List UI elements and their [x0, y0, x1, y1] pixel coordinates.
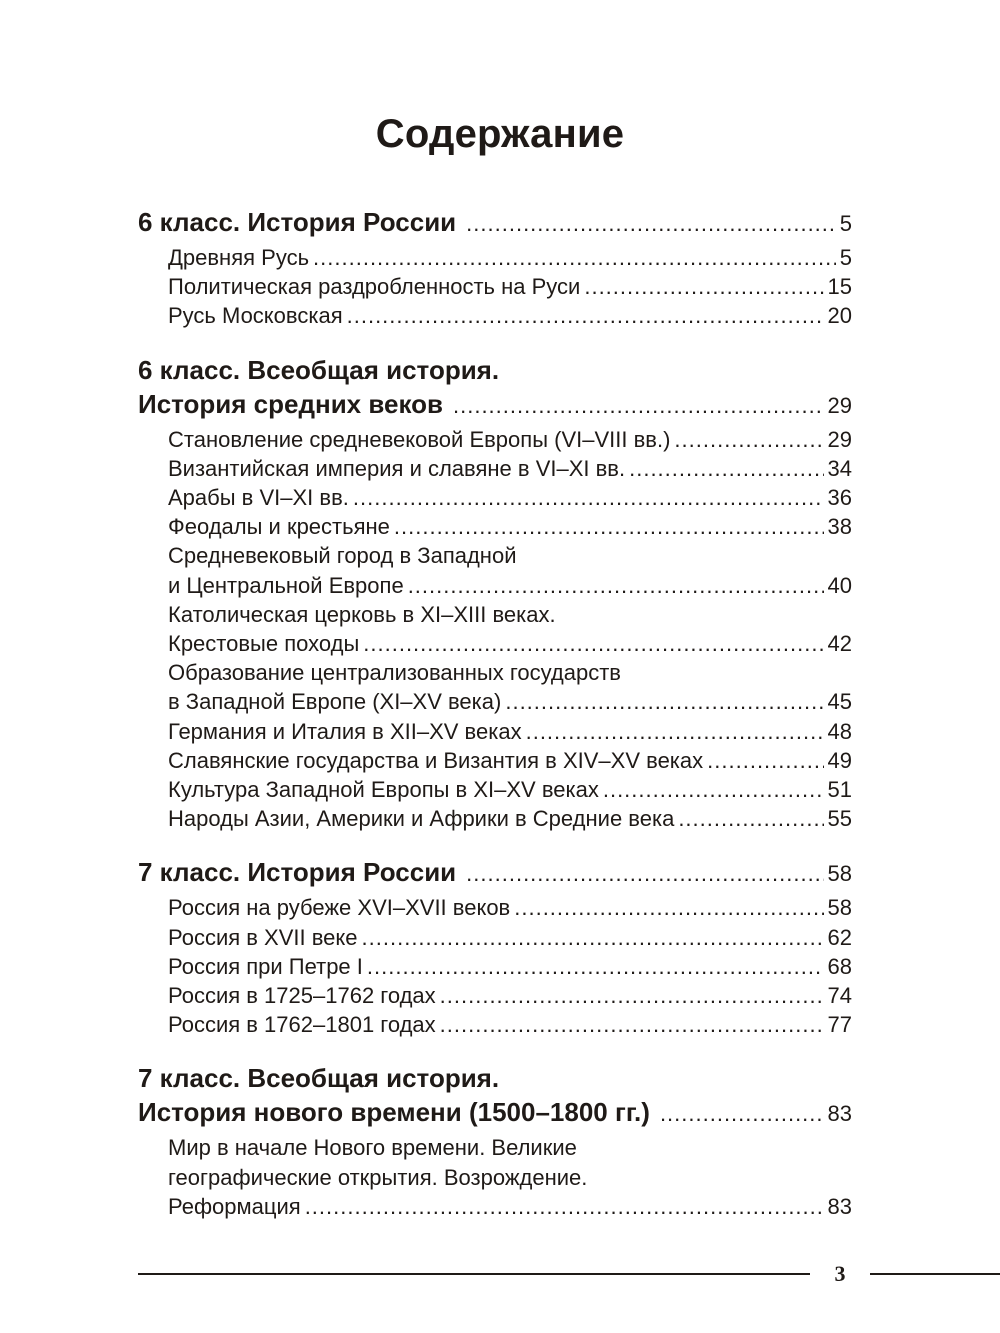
page-ref: 45 [827, 689, 852, 715]
footer-rule-left [138, 1273, 810, 1275]
toc-entry-title: Германия и Италия в XII–XV веках [168, 718, 522, 744]
dot-leader [408, 571, 824, 600]
toc-entry-title: Крестовые походы [168, 631, 360, 657]
dot-leader [347, 301, 824, 330]
dot-leader [440, 1010, 824, 1039]
dot-leader [362, 923, 824, 952]
toc-entry [168, 952, 852, 981]
page-ref: 38 [827, 514, 852, 540]
toc-entry-title: Реформация [168, 1193, 301, 1219]
toc-entry [168, 454, 852, 483]
table-of-contents [138, 205, 852, 1243]
dot-leader [526, 717, 824, 746]
section-heading-line: 7 класс. Всеобщая история. [138, 1063, 500, 1094]
page-ref: 83 [827, 1101, 852, 1127]
toc-entries [138, 425, 852, 834]
page-ref: 40 [827, 572, 852, 598]
page-ref: 58 [827, 895, 852, 921]
toc-entry [168, 571, 852, 600]
toc-entry [168, 483, 852, 512]
toc-entry-title: Арабы в VI–XI вв. [168, 485, 349, 511]
toc-section [138, 1061, 852, 1221]
page-ref: 77 [827, 1012, 852, 1038]
dot-leader [440, 981, 824, 1010]
toc-entry [168, 775, 852, 804]
section-heading [138, 855, 852, 891]
section-heading-title: История средних веков [138, 388, 443, 419]
toc-entries [138, 243, 852, 331]
page-ref: 29 [827, 392, 852, 418]
toc-entries [138, 1133, 852, 1221]
toc-entry [168, 512, 852, 541]
toc-entry-title: и Центральной Европе [168, 572, 404, 598]
section-heading-title: 7 класс. История России [138, 857, 457, 888]
toc-entry [168, 687, 852, 716]
toc-entry-line: Образование централизованных государств [168, 660, 621, 686]
toc-section [138, 205, 852, 331]
page-ref: 5 [839, 245, 852, 270]
section-heading-title: История нового времени (1500–1800 гг.) [138, 1097, 650, 1128]
dot-leader [353, 483, 824, 512]
dot-leader [660, 1097, 824, 1131]
section-heading-title: 6 класс. История России [138, 207, 457, 237]
page-ref: 51 [827, 777, 852, 803]
dot-leader [363, 629, 823, 658]
section-heading [138, 1095, 852, 1131]
toc-entry [168, 629, 852, 658]
toc-entry [168, 1010, 852, 1039]
dot-leader [707, 746, 823, 775]
dot-leader [367, 952, 824, 981]
dot-leader [603, 775, 824, 804]
toc-entry-title: Россия на рубеже XVI–XVII веков [168, 895, 511, 921]
toc-entry-title: Россия в 1725–1762 годах [168, 983, 436, 1009]
toc-entry [168, 717, 852, 746]
page-ref: 36 [827, 485, 852, 511]
toc-entry-title: Русь Московская [168, 303, 343, 329]
toc-entry-title: Древняя Русь [168, 245, 310, 270]
toc-entry-line: географические открытия. Возрождение. [168, 1164, 588, 1190]
page-footer [138, 1261, 1000, 1286]
section-heading [138, 205, 852, 241]
toc-entry [168, 746, 852, 775]
page-title: Содержание [375, 112, 625, 156]
dot-leader [505, 687, 823, 716]
dot-leader [453, 389, 824, 423]
page-ref: 83 [827, 1193, 852, 1219]
toc-entry [168, 425, 852, 454]
dot-leader [674, 425, 823, 454]
toc-entry-title: в Западной Европе (XI–XV века) [168, 689, 502, 715]
dot-leader [313, 243, 836, 272]
dot-leader [584, 272, 823, 301]
section-heading [138, 387, 852, 423]
dot-leader [514, 893, 823, 922]
page-ref: 58 [827, 861, 852, 887]
page-ref: 74 [827, 983, 852, 1009]
page-ref: 68 [827, 953, 852, 979]
page-ref: 48 [827, 718, 852, 744]
page-ref: 34 [827, 455, 852, 481]
toc-entry [168, 1192, 852, 1221]
dot-leader [305, 1192, 824, 1221]
toc-entry-title: Византийская империя и славяне в VI–XI вв. [168, 455, 626, 481]
toc-entry-title: Россия при Петре I [168, 953, 363, 979]
page-number: 3 [834, 1261, 846, 1286]
toc-entry [168, 923, 852, 952]
dot-leader [466, 207, 836, 241]
toc-entry-line: Средневековый город в Западной [168, 543, 517, 569]
toc-section [138, 353, 852, 834]
toc-entry-line: Католическая церковь в XI–XIII веках. [168, 601, 556, 627]
toc-entry-title: Славянские государства и Византия в XIV–XV веках [168, 747, 704, 773]
toc-entry [168, 301, 852, 330]
footer-rule-right [870, 1273, 1000, 1275]
toc-entry [168, 893, 852, 922]
toc-entry-title: Феодалы и крестьяне [168, 514, 390, 540]
page-ref: 15 [827, 274, 852, 300]
toc-entry [168, 272, 852, 301]
toc-entry-line: Мир в начале Нового времени. Великие [168, 1135, 577, 1161]
section-heading-line: 6 класс. Всеобщая история. [138, 354, 500, 385]
page-ref: 62 [827, 924, 852, 950]
toc-entry-title: Политическая раздробленность на Руси [168, 274, 581, 300]
toc-entry-title: Народы Азии, Америки и Африки в Средние века [168, 806, 675, 832]
toc-entries [138, 893, 852, 1039]
page-ref: 20 [827, 303, 852, 329]
toc-entry-title: Россия в XVII веке [168, 924, 358, 950]
page-ref: 49 [827, 747, 852, 773]
toc-entry-title: Культура Западной Европы в XI–XV веках [168, 777, 599, 803]
toc-entry [168, 804, 852, 833]
page-ref: 42 [827, 631, 852, 657]
toc-entry [168, 243, 852, 272]
toc-section [138, 855, 852, 1039]
page-ref: 29 [827, 426, 852, 452]
dot-leader [678, 804, 823, 833]
dot-leader [394, 512, 824, 541]
toc-entry-title: Становление средневековой Европы (VI–VIII вв.) [168, 426, 671, 452]
toc-entry-title: Россия в 1762–1801 годах [168, 1012, 436, 1038]
page-ref: 5 [839, 211, 852, 236]
page-ref: 55 [827, 806, 852, 832]
toc-entry [168, 981, 852, 1010]
dot-leader [466, 857, 823, 891]
dot-leader [629, 454, 823, 483]
